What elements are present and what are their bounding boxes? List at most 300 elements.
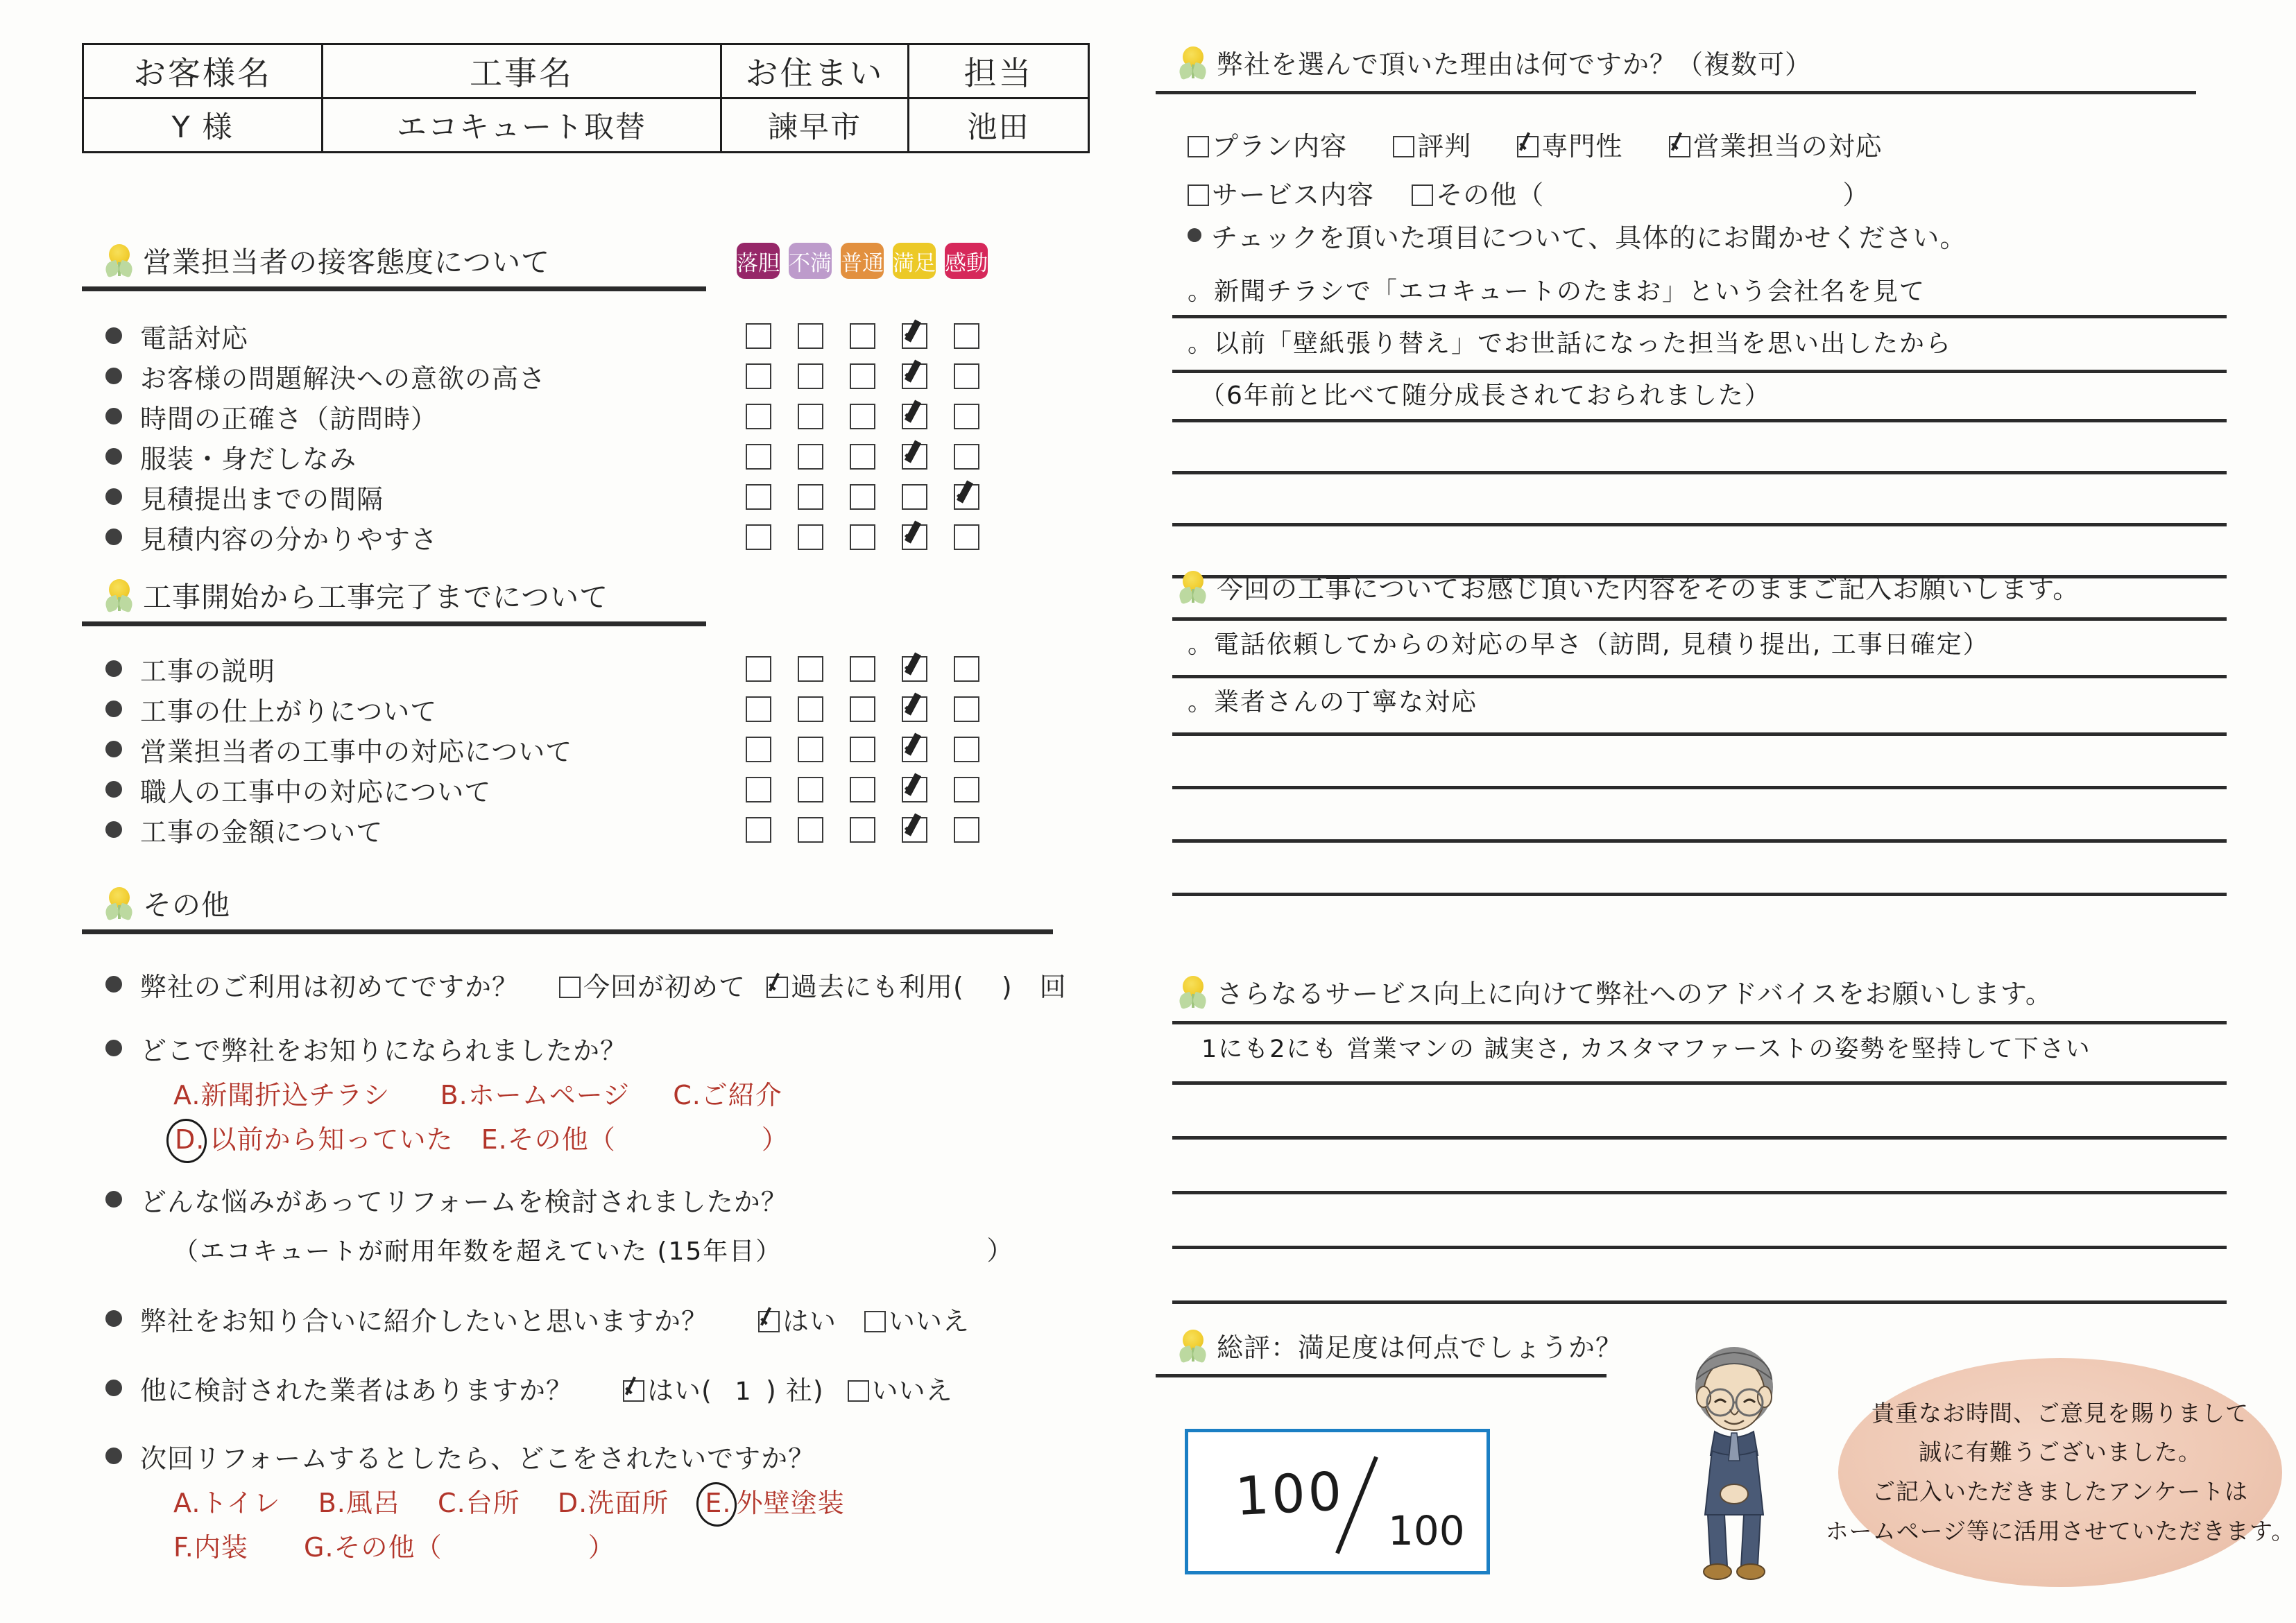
bullet-icon — [105, 976, 122, 993]
rating-cell[interactable] — [841, 696, 884, 722]
thank-you-note — [1825, 1358, 2295, 1587]
option-g-close: ） — [588, 1532, 615, 1563]
option-label: 専門性 — [1541, 131, 1623, 162]
bullet-icon — [105, 408, 122, 424]
chip-fuman: 不満 — [789, 243, 832, 279]
option-sales-response[interactable] — [1669, 131, 1883, 162]
flower-icon — [1179, 1330, 1207, 1362]
handwritten-answer: （エコキュートが耐用年数を超えていた (15年目） — [173, 1237, 782, 1266]
bullet-icon — [105, 327, 122, 344]
rating-cell[interactable] — [841, 444, 884, 470]
item-label: 見積提出までの間隔 — [140, 483, 384, 515]
checkbox-empty[interactable] — [850, 696, 875, 722]
rating-cell[interactable] — [737, 777, 780, 802]
section-1-items — [105, 316, 546, 557]
rating-cell[interactable] — [841, 656, 884, 682]
thanks-line-4: ホームページ等に活用させていただきます。 — [1825, 1517, 2295, 1545]
list-item — [105, 316, 546, 356]
checkbox-empty[interactable] — [902, 484, 927, 510]
checkbox-empty[interactable] — [746, 444, 771, 470]
ruled-line — [1172, 1300, 2227, 1304]
rating-cell[interactable] — [737, 817, 780, 843]
rating-cell[interactable] — [945, 656, 988, 682]
option-label: 過去にも利用( — [791, 971, 964, 1002]
flower-icon — [1179, 46, 1207, 78]
vendor-count: 1 — [735, 1377, 753, 1406]
score-input-box[interactable] — [1185, 1429, 1490, 1574]
item-label: 職人の工事中の対応について — [140, 776, 492, 807]
th-customer-name: お客様名 — [83, 44, 323, 98]
item-label: 営業担当者の工事中の対応について — [140, 736, 573, 767]
right-column — [1145, 0, 2296, 1623]
rating-cell[interactable] — [945, 323, 988, 349]
bullet-icon — [105, 448, 122, 465]
list-item — [105, 649, 572, 689]
option-c[interactable]: C.ご紹介 — [673, 1080, 782, 1110]
question-label: どんな悩みがあってリフォームを検討されましたか？ — [140, 1186, 788, 1217]
checkbox-recommend-no[interactable] — [864, 1311, 886, 1332]
option-label: はい( — [647, 1375, 712, 1406]
rating-row — [737, 396, 988, 436]
checkbox-empty[interactable] — [850, 817, 875, 843]
option-vendors-no[interactable] — [848, 1369, 953, 1407]
checkbox-checked[interactable] — [902, 696, 927, 722]
option-e-close: ） — [761, 1124, 789, 1155]
bullet-icon — [105, 660, 122, 677]
checkbox-empty[interactable] — [798, 363, 823, 389]
option-label: サービス内容 — [1212, 180, 1375, 210]
rating-cell[interactable] — [789, 323, 832, 349]
section-2-items — [105, 649, 572, 850]
section-3-title: その他 — [143, 888, 230, 922]
close-paren: ） — [986, 1235, 1014, 1266]
option-e[interactable]: E.その他（ — [481, 1124, 616, 1155]
item-label: 工事の金額について — [140, 816, 384, 848]
checkbox-empty[interactable] — [954, 363, 979, 389]
bullet-icon — [105, 488, 122, 505]
question-first-use — [105, 964, 1067, 1004]
handwritten-line: 。新聞チラシで「エコキュートのたまお」という会社名を見て — [1188, 277, 1926, 306]
reason-answer-area[interactable] — [1172, 272, 2227, 578]
handwritten-line: 。業者さんの丁寧な対応 — [1188, 688, 1478, 716]
bullet-icon — [105, 1380, 122, 1396]
checkbox-vendors-yes[interactable] — [623, 1380, 644, 1402]
question-label: 弊社のご利用は初めてですか？ — [140, 971, 520, 1002]
checkbox-empty[interactable] — [746, 323, 771, 349]
question-label: どこで弊社をお知りになられましたか？ — [140, 1035, 628, 1066]
td-residence: 諫早市 — [721, 98, 909, 153]
checkbox-expertise[interactable] — [1517, 136, 1539, 157]
checkbox-checked[interactable] — [902, 656, 927, 682]
chip-kando: 感動 — [945, 243, 988, 279]
checkbox-checked[interactable] — [902, 363, 927, 389]
checkbox-empty[interactable] — [798, 817, 823, 843]
th-residence: お住まい — [721, 44, 909, 98]
section-1-rule — [82, 286, 706, 291]
flower-icon — [1179, 571, 1207, 603]
checkbox-empty[interactable] — [798, 777, 823, 802]
reason-header — [1179, 43, 2227, 94]
option-label: その他（ — [1436, 180, 1545, 210]
rating-cell[interactable] — [789, 656, 832, 682]
rating-cell[interactable] — [737, 404, 780, 429]
checkbox-empty[interactable] — [798, 737, 823, 762]
option-first-time[interactable] — [559, 965, 746, 1004]
checkbox-empty[interactable] — [746, 817, 771, 843]
checkbox-recommend-yes[interactable] — [758, 1311, 780, 1332]
handwritten-line: （6年前と比べて随分成長されておられました） — [1200, 381, 1771, 410]
option-c[interactable]: C.台所 — [438, 1488, 520, 1518]
question-how-known — [105, 1028, 627, 1068]
checkbox-empty[interactable] — [746, 777, 771, 802]
th-work-name: 工事名 — [323, 44, 721, 98]
rating-cell[interactable] — [841, 323, 884, 349]
checkbox-checked[interactable] — [902, 404, 927, 429]
list-item — [105, 769, 572, 809]
option-recommend-no[interactable] — [864, 1300, 970, 1338]
checkbox-used-before[interactable] — [766, 977, 788, 998]
checkbox-service[interactable] — [1188, 184, 1209, 206]
reason-options-row2 — [1188, 173, 1869, 212]
flower-icon — [1179, 976, 1207, 1008]
option-reputation[interactable] — [1393, 131, 1471, 162]
rating-cell[interactable] — [789, 484, 832, 510]
checkbox-empty[interactable] — [746, 484, 771, 510]
rating-cell[interactable] — [893, 323, 936, 349]
bullet-icon — [105, 529, 122, 545]
option-e-text[interactable]: 外壁塗装 — [736, 1488, 845, 1518]
option-expertise[interactable] — [1517, 131, 1622, 162]
rating-cell[interactable] — [789, 696, 832, 722]
note-label: チェックを頂いた項目について、具体的にお聞かせください。 — [1211, 222, 1967, 253]
list-item — [105, 476, 546, 517]
checkbox-checked[interactable] — [902, 737, 927, 762]
option-a[interactable]: A.新聞折込チラシ — [173, 1080, 391, 1110]
bullet-icon — [105, 781, 122, 798]
rating-cell[interactable] — [893, 777, 936, 802]
option-label: はい — [782, 1305, 837, 1337]
list-item — [105, 689, 572, 729]
rating-cell[interactable] — [893, 363, 936, 389]
question-other-vendors — [105, 1368, 953, 1408]
rating-cell[interactable] — [789, 737, 832, 762]
checkbox-empty[interactable] — [798, 444, 823, 470]
rating-cell[interactable] — [841, 817, 884, 843]
checkbox-other[interactable] — [1412, 184, 1433, 206]
checkbox-empty[interactable] — [954, 323, 979, 349]
advice-header — [1179, 972, 2227, 1011]
question-reform-reason — [105, 1179, 788, 1219]
rating-cell[interactable] — [789, 404, 832, 429]
reason-note — [1188, 215, 1967, 255]
impression-title: 今回の工事についてお感じ頂いた内容をそのままご記入お願いします。 — [1217, 574, 2080, 604]
checkbox-empty[interactable] — [850, 656, 875, 682]
option-e-letter[interactable]: E. — [705, 1488, 732, 1518]
thanks-line-2: 誠に有難うございました。 — [1919, 1439, 2202, 1466]
item-label: 工事の説明 — [140, 655, 276, 687]
score-value: 100 — [1233, 1459, 1346, 1528]
bullet-icon — [1188, 228, 1201, 242]
section-2-header — [105, 574, 716, 626]
rating-cell[interactable] — [737, 363, 780, 389]
rating-cell[interactable] — [737, 656, 780, 682]
rating-cell[interactable] — [893, 737, 936, 762]
options-how-known-row2 — [173, 1118, 789, 1156]
rating-cell[interactable] — [789, 817, 832, 843]
score-title: 総評：満足度は何点でしょうか？ — [1217, 1332, 1623, 1363]
option-label: いいえ — [889, 1305, 970, 1337]
checkbox-empty[interactable] — [850, 444, 875, 470]
bullet-icon — [105, 741, 122, 757]
checkbox-checked[interactable] — [902, 817, 927, 843]
td-work-name: エコキュート取替 — [323, 98, 721, 153]
option-label: いいえ — [871, 1375, 953, 1406]
checkbox-sales-response[interactable] — [1669, 136, 1690, 157]
question-recommend — [105, 1298, 970, 1339]
rating-cell[interactable] — [945, 817, 988, 843]
bullet-icon — [105, 1448, 122, 1464]
chip-rakutan: 落胆 — [737, 243, 780, 279]
checkbox-empty[interactable] — [798, 524, 823, 550]
option-suffix: ) 社) — [765, 1375, 824, 1406]
score-header — [1179, 1326, 1665, 1377]
advice-title: さらなるサービス向上に向けて弊社へのアドバイスをお願いします。 — [1217, 979, 2053, 1009]
checkbox-empty[interactable] — [954, 524, 979, 550]
rating-cell[interactable] — [737, 484, 780, 510]
checkbox-checked[interactable] — [902, 524, 927, 550]
rating-row — [737, 769, 988, 809]
checkbox-empty[interactable] — [798, 696, 823, 722]
option-label: 今回が初めて — [583, 971, 746, 1002]
rating-cell[interactable] — [945, 484, 988, 510]
rating-cell[interactable] — [893, 696, 936, 722]
chip-manzoku: 満足 — [893, 243, 936, 279]
checkbox-empty[interactable] — [850, 484, 875, 510]
mascot-illustration — [1672, 1346, 1797, 1595]
th-rep: 担当 — [909, 44, 1089, 98]
checkbox-empty[interactable] — [746, 363, 771, 389]
question-label: 次回リフォームするとしたら、どこをされたいですか？ — [140, 1443, 816, 1474]
customer-info-table — [82, 43, 1090, 153]
option-used-before[interactable] — [766, 965, 1067, 1004]
rating-scale-legend — [737, 243, 988, 279]
rating-row — [737, 689, 988, 729]
section-3-rule — [82, 929, 1053, 934]
rating-cell[interactable] — [893, 484, 936, 510]
td-customer-name: Y 様 — [83, 98, 323, 153]
rating-row — [737, 517, 988, 557]
impression-answer-area[interactable] — [1172, 617, 2227, 896]
rating-cell[interactable] — [841, 737, 884, 762]
option-a[interactable]: A.トイレ — [173, 1488, 281, 1518]
checkbox-empty[interactable] — [798, 484, 823, 510]
item-label: 服装・身だしなみ — [140, 443, 357, 474]
flower-icon — [105, 244, 133, 276]
checkbox-empty[interactable] — [954, 817, 979, 843]
rating-cell[interactable] — [893, 404, 936, 429]
option-d-text[interactable]: 以前から知っていた — [209, 1124, 454, 1155]
option-other[interactable] — [1412, 180, 1544, 210]
checkbox-checked[interactable] — [902, 444, 927, 470]
option-f[interactable]: F.内装 — [173, 1532, 248, 1563]
checkbox-empty[interactable] — [746, 696, 771, 722]
option-label: 評判 — [1417, 131, 1472, 162]
thanks-line-1: 貴重なお時間、ご意見を賜りまして — [1871, 1399, 2249, 1427]
list-item — [105, 396, 546, 436]
rating-cell[interactable] — [893, 524, 936, 550]
option-service[interactable] — [1188, 180, 1374, 210]
reason-rule — [1156, 91, 2196, 94]
checkbox-vendors-no[interactable] — [848, 1380, 869, 1402]
options-next-reform-row1 — [173, 1482, 845, 1520]
reason-options-row1 — [1188, 125, 1883, 163]
rating-cell[interactable] — [789, 363, 832, 389]
section-3-header — [105, 882, 716, 934]
checkbox-empty[interactable] — [746, 404, 771, 429]
rating-cell[interactable] — [841, 777, 884, 802]
rating-cell[interactable] — [841, 484, 884, 510]
section-2-title: 工事開始から工事完了までについて — [143, 581, 609, 614]
question-label: 他に検討された業者はありますか？ — [140, 1375, 574, 1406]
section-1-header — [105, 239, 716, 291]
impression-header — [1179, 567, 2227, 606]
checkbox-first-time[interactable] — [559, 977, 581, 998]
rating-row — [737, 649, 988, 689]
rating-cell[interactable] — [945, 737, 988, 762]
checkbox-empty[interactable] — [850, 777, 875, 802]
score-max: 100 — [1388, 1507, 1465, 1554]
rating-row — [737, 476, 988, 517]
rating-cell[interactable] — [893, 444, 936, 470]
option-d[interactable]: D.洗面所 — [557, 1488, 669, 1518]
rating-row — [737, 729, 988, 769]
rating-cell[interactable] — [737, 696, 780, 722]
rating-cell[interactable] — [945, 444, 988, 470]
checkbox-empty[interactable] — [798, 656, 823, 682]
option-g[interactable]: G.その他（ — [304, 1532, 443, 1563]
checkbox-empty[interactable] — [850, 404, 875, 429]
handwritten-line: 。以前「壁紙張り替え」でお世話になった担当を思い出したから — [1188, 329, 1953, 358]
rating-cell[interactable] — [841, 404, 884, 429]
checkbox-empty[interactable] — [954, 444, 979, 470]
rating-cell[interactable] — [893, 817, 936, 843]
checkbox-empty[interactable] — [954, 777, 979, 802]
handwritten-line: 1にも2にも 営業マンの 誠実さ, カスタマファーストの姿勢を堅持して下さい — [1201, 1036, 2091, 1063]
option-suffix: ) 回 — [1001, 971, 1067, 1002]
left-column — [0, 0, 1145, 1623]
rating-cell[interactable] — [945, 404, 988, 429]
checkbox-empty[interactable] — [746, 737, 771, 762]
circled-answer-e — [703, 1488, 733, 1518]
chip-futsu: 普通 — [841, 243, 884, 279]
list-item — [105, 517, 546, 557]
flower-icon — [105, 579, 133, 611]
checkbox-empty[interactable] — [798, 323, 823, 349]
checkbox-reputation[interactable] — [1393, 136, 1414, 157]
reason-title: 弊社を選んで頂いた理由は何ですか？（複数可） — [1217, 49, 1813, 80]
options-how-known-row1 — [173, 1074, 782, 1112]
list-item — [105, 809, 572, 850]
item-label: 見積内容の分かりやすさ — [140, 524, 438, 555]
rating-row — [737, 316, 988, 356]
bullet-icon — [105, 368, 122, 384]
checkbox-empty[interactable] — [850, 524, 875, 550]
checkbox-empty[interactable] — [954, 737, 979, 762]
option-b[interactable]: B.風呂 — [318, 1488, 400, 1518]
section-2-checkbox-grid[interactable] — [737, 649, 988, 850]
checkbox-checked[interactable] — [902, 777, 927, 802]
checkbox-empty[interactable] — [850, 363, 875, 389]
checkbox-checked[interactable] — [954, 484, 979, 510]
checkbox-empty[interactable] — [798, 404, 823, 429]
rating-cell[interactable] — [737, 444, 780, 470]
circled-answer-d — [173, 1124, 206, 1155]
handwritten-line: 。電話依頼してからの対応の早さ（訪問, 見積り提出, 工事日確定） — [1188, 630, 1989, 659]
rating-cell[interactable] — [945, 777, 988, 802]
checkbox-empty[interactable] — [850, 737, 875, 762]
thanks-line-3: ご記入いただきましたアンケートは — [1871, 1478, 2249, 1505]
bullet-icon — [105, 1310, 122, 1327]
item-label: 電話対応 — [140, 323, 249, 354]
rating-cell[interactable] — [945, 524, 988, 550]
bullet-icon — [105, 701, 122, 717]
rating-cell[interactable] — [841, 524, 884, 550]
rating-cell[interactable] — [789, 524, 832, 550]
option-recommend-yes[interactable] — [758, 1300, 837, 1338]
advice-answer-area[interactable] — [1172, 1021, 2227, 1304]
rating-cell[interactable] — [841, 363, 884, 389]
table-row — [83, 98, 1089, 153]
options-next-reform-row2 — [173, 1526, 615, 1564]
checkbox-empty[interactable] — [850, 323, 875, 349]
checkbox-empty[interactable] — [954, 656, 979, 682]
rating-cell[interactable] — [789, 777, 832, 802]
td-rep: 池田 — [909, 98, 1089, 153]
checkbox-empty[interactable] — [954, 404, 979, 429]
option-d-letter[interactable]: D. — [175, 1124, 205, 1155]
section-2-rule — [82, 621, 706, 626]
rating-cell[interactable] — [737, 524, 780, 550]
list-item — [105, 436, 546, 476]
checkbox-empty[interactable] — [746, 656, 771, 682]
option-plan[interactable] — [1188, 131, 1347, 162]
rating-cell[interactable] — [737, 737, 780, 762]
option-vendors-yes[interactable] — [623, 1369, 824, 1407]
ruled-line — [1172, 893, 2227, 896]
section-1-checkbox-grid[interactable] — [737, 316, 988, 557]
bullet-icon — [105, 1040, 122, 1056]
bullet-icon — [105, 821, 122, 838]
item-label: 工事の仕上がりについて — [140, 696, 438, 727]
rating-cell[interactable] — [945, 696, 988, 722]
checkbox-empty[interactable] — [746, 524, 771, 550]
rating-row — [737, 436, 988, 476]
rating-cell[interactable] — [945, 363, 988, 389]
rating-cell[interactable] — [737, 323, 780, 349]
section-1-title: 営業担当者の接客態度について — [143, 246, 551, 279]
list-item — [105, 356, 546, 396]
checkbox-checked[interactable] — [902, 323, 927, 349]
rating-cell[interactable] — [893, 656, 936, 682]
checkbox-plan[interactable] — [1188, 136, 1209, 157]
option-b[interactable]: B.ホームページ — [440, 1080, 630, 1110]
option-label: 営業担当の対応 — [1693, 131, 1883, 162]
rating-row — [737, 809, 988, 850]
option-other-close: ） — [1842, 180, 1870, 210]
question-next-reform — [105, 1436, 815, 1476]
rating-cell[interactable] — [789, 444, 832, 470]
checkbox-empty[interactable] — [954, 696, 979, 722]
